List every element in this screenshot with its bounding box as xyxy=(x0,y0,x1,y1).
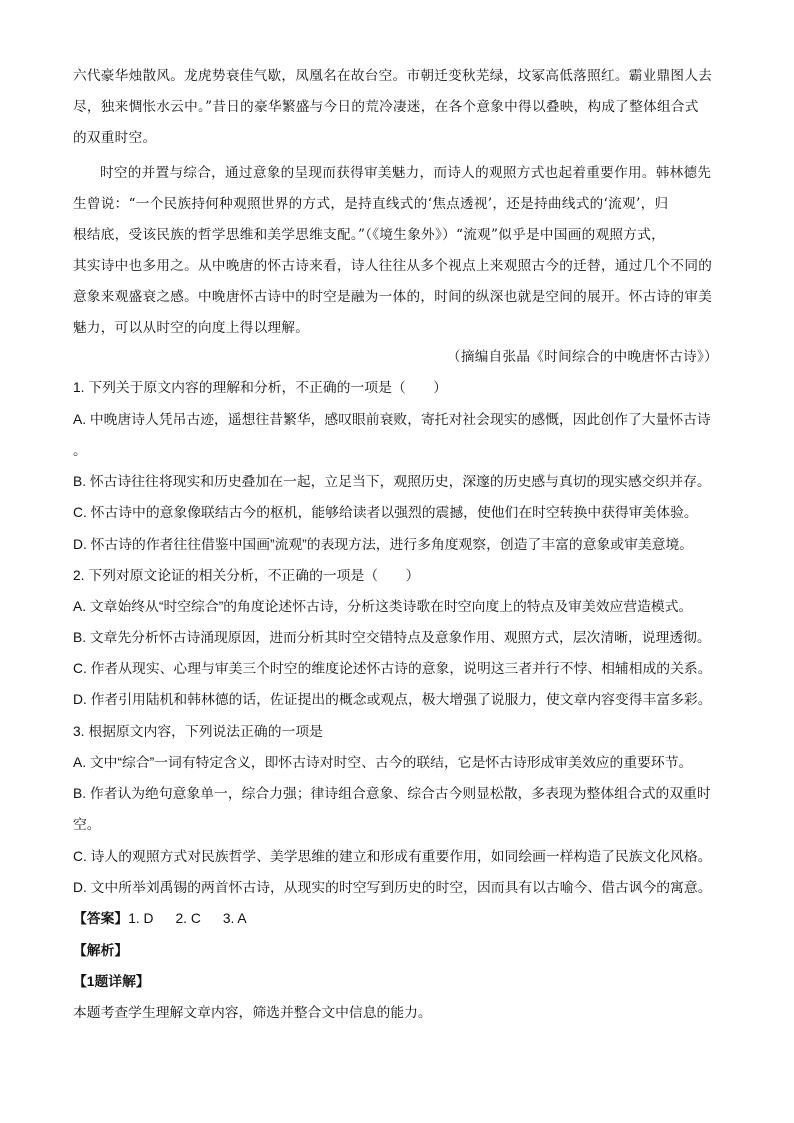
question-2-option-c: C. 作者从现实、心理与审美三个时空的维度论述怀古诗的意象，说明这三者并行不悖、相辅相成的关系。 xyxy=(73,661,712,676)
passage-line: 生曾说：“一个民族持何种观照世界的方式，是持直线式的‘焦点透视’，还是持曲线式的‘流观’，归 xyxy=(73,196,669,212)
passage-line: 其实诗中也多用之。从中晚唐的怀古诗来看，诗人往往从多个视点上来观照古今的迁替，通过几个不同的 xyxy=(73,258,713,274)
question-3-option-d: D. 文中所举刘禹锡的两首怀古诗，从现实的时空写到历史的时空，因而具有以古喻今、借古讽今的寓意。 xyxy=(73,880,712,895)
answer-label: 【答案】 xyxy=(73,911,129,926)
question-2-option-d: D. 作者引用陆机和韩林德的话，佐证提出的概念或观点，极大增强了说服力，使文章内容变得丰富多彩。 xyxy=(73,692,712,707)
question-1-option-c: C. 怀古诗中的意象像联结古今的枢机，能够给读者以强烈的震撼，使他们在时空转换中获得审美体验。 xyxy=(73,505,698,520)
question-3-option-a: A. 文中“综合”一词有特定含义，即怀古诗对时空、古今的联结，它是怀古诗形成审美效应的重要环节。 xyxy=(73,755,693,770)
passage-line: 时空的并置与综合，通过意象的呈现而获得审美魅力，而诗人的观照方式也起着重要作用。韩林德先 xyxy=(100,165,712,181)
question-3-stem: 3. 根据原文内容，下列说法正确的一项是 xyxy=(73,724,323,739)
question-1-option-a: A. 中晚唐诗人凭吊古迹，遥想往昔繁华，感叹眼前衰败，寄托对社会现实的感慨，因此创作了大量怀古诗 xyxy=(73,412,711,427)
answer-line xyxy=(73,909,247,929)
passage-line: 尽，独来惆怅水云中。”昔日的豪华繁盛与今日的荒冷凄迷，在各个意象中得以叠映，构成了整体组合式 xyxy=(73,99,699,115)
passage-line: 的双重时空。 xyxy=(73,130,157,146)
question-2-option-b: B. 文章先分析怀古诗涌现原因，进而分析其时空交错特点及意象作用、观照方式，层次清晰，说理透彻。 xyxy=(73,630,711,645)
passage-line: 魅力，可以从时空的向度上得以理解。 xyxy=(73,320,310,336)
passage-line: 六代豪华烛散风。龙虎势衰佳气歇，凤凰名在故台空。市朝迁变秋芜绿，坟冢高低落照红。霸业鼎图人去 xyxy=(73,68,713,84)
passage-line: 意象来观盛衰之感。中晚唐怀古诗中的时空是融为一体的，时间的纵深也就是空间的展开。怀古诗的审美 xyxy=(73,289,713,305)
passage-source: （摘编自张晶《时间综合的中晚唐怀古诗》） xyxy=(446,349,718,365)
answer-item: 3. A xyxy=(222,911,247,926)
answer-item: 1. D xyxy=(128,911,154,926)
question-3-option-c: C. 诗人的观照方式对民族哲学、美学思维的建立和形成有重要作用，如同绘画一样构造了民族文化风格。 xyxy=(73,849,712,864)
question-1-option-b: B. 怀古诗往往将现实和历史叠加在一起，立足当下，观照历史，深邃的历史感与真切的现实感交织并存。 xyxy=(73,474,711,489)
question-2-option-a: A. 文章始终从“时空综合”的角度论述怀古诗，分析这类诗歌在时空向度上的特点及审美效应营造模式。 xyxy=(73,599,693,614)
question-3-option-b: B. 作者认为绝句意象单一，综合力强；律诗组合意象、综合古今则显松散，多表现为整体组合式的双重时 xyxy=(73,786,711,801)
analysis-q1-text: 本题考查学生理解文章内容，筛选并整合文中信息的能力。 xyxy=(73,1005,432,1020)
question-3-option-b-cont: 空。 xyxy=(73,817,101,832)
question-1-option-d: D. 怀古诗的作者往往借鉴中国画”流观”的表现方法，进行多角度观察，创造了丰富的意象或审美意境。 xyxy=(73,537,694,552)
passage-line: 根结底，受该民族的哲学思维和美学思维支配。”（《境生象外》）“流观”似乎是中国画的观照方式， xyxy=(73,227,665,243)
analysis-q1-heading: 【1题详解】 xyxy=(73,974,150,989)
question-1-option-a-cont: 。 xyxy=(73,443,87,458)
question-2-stem: 2. 下列对原文论证的相关分析，不正确的一项是（ ） xyxy=(73,568,420,583)
analysis-label: 【解析】 xyxy=(73,943,129,958)
answer-item: 2. C xyxy=(175,911,201,926)
question-1-stem: 1. 下列关于原文内容的理解和分析，不正确的一项是（ ） xyxy=(73,380,448,395)
